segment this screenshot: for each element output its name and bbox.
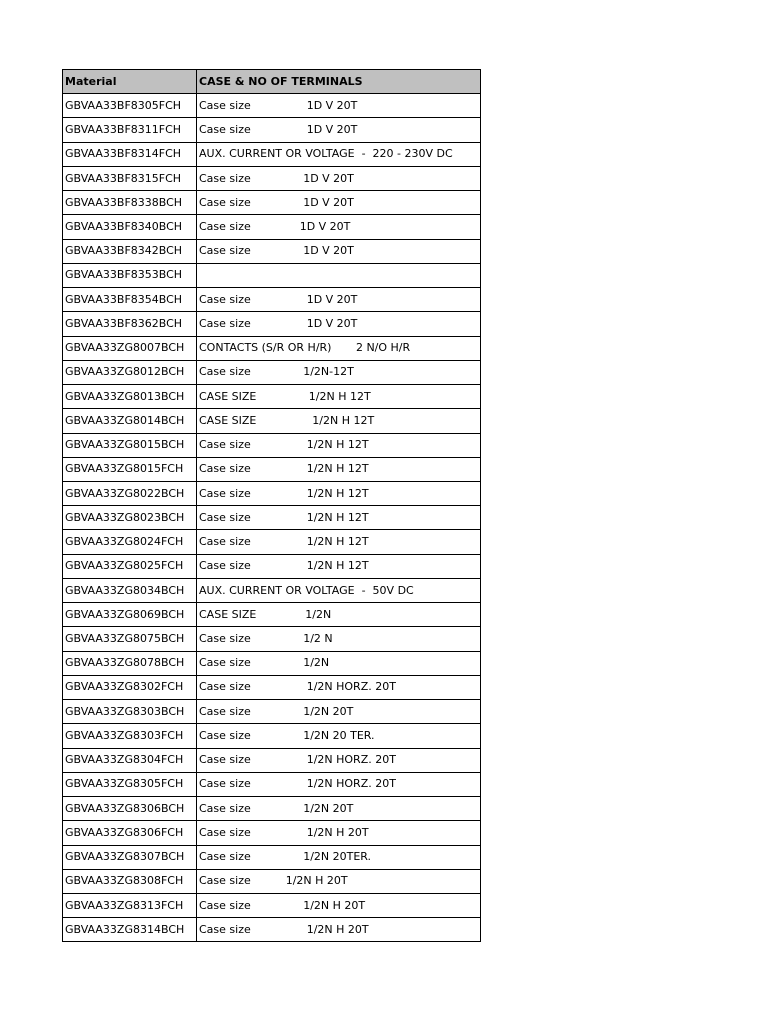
table-row bbox=[63, 578, 481, 602]
case-terminals-cell: CASE SIZE 1/2N bbox=[197, 603, 481, 627]
material-cell: GBVAA33ZG8015FCH bbox=[63, 457, 197, 481]
table-row bbox=[63, 433, 481, 457]
table-row bbox=[63, 312, 481, 336]
material-cell: GBVAA33BF8354BCH bbox=[63, 288, 197, 312]
material-cell: GBVAA33BF8314FCH bbox=[63, 142, 197, 166]
case-terminals-cell: Case size 1/2N H 12T bbox=[197, 554, 481, 578]
table-row bbox=[63, 724, 481, 748]
material-cell: GBVAA33BF8362BCH bbox=[63, 312, 197, 336]
table-row bbox=[63, 191, 481, 215]
case-terminals-cell: Case size 1/2N 20T bbox=[197, 797, 481, 821]
case-terminals-cell: Case size 1D V 20T bbox=[197, 288, 481, 312]
material-cell: GBVAA33ZG8306BCH bbox=[63, 797, 197, 821]
case-terminals-cell: Case size 1/2N HORZ. 20T bbox=[197, 748, 481, 772]
material-cell: GBVAA33ZG8022BCH bbox=[63, 481, 197, 505]
case-terminals-cell: Case size 1/2N-12T bbox=[197, 360, 481, 384]
case-terminals-cell: Case size 1D V 20T bbox=[197, 94, 481, 118]
table-row bbox=[63, 651, 481, 675]
material-cell: GBVAA33BF8342BCH bbox=[63, 239, 197, 263]
table-row bbox=[63, 772, 481, 796]
case-terminals-cell: Case size 1/2 N bbox=[197, 627, 481, 651]
header-row bbox=[63, 70, 481, 94]
case-terminals-cell: Case size 1/2N H 20T bbox=[197, 869, 481, 893]
material-cell: GBVAA33ZG8308FCH bbox=[63, 869, 197, 893]
case-terminals-cell: AUX. CURRENT OR VOLTAGE - 220 - 230V DC bbox=[197, 142, 481, 166]
material-cell: GBVAA33BF8311FCH bbox=[63, 118, 197, 142]
table-row bbox=[63, 554, 481, 578]
case-terminals-cell: Case size 1/2N 20 TER. bbox=[197, 724, 481, 748]
table-row bbox=[63, 627, 481, 651]
case-terminals-cell: Case size 1D V 20T bbox=[197, 312, 481, 336]
table-row bbox=[63, 166, 481, 190]
material-cell: GBVAA33ZG8307BCH bbox=[63, 845, 197, 869]
table-row bbox=[63, 481, 481, 505]
material-cell: GBVAA33ZG8078BCH bbox=[63, 651, 197, 675]
table-row bbox=[63, 845, 481, 869]
material-cell: GBVAA33ZG8303FCH bbox=[63, 724, 197, 748]
table-row bbox=[63, 893, 481, 917]
table-row bbox=[63, 336, 481, 360]
table-row bbox=[63, 288, 481, 312]
case-terminals-cell: Case size 1/2N H 20T bbox=[197, 893, 481, 917]
case-terminals-cell: Case size 1/2N H 20T bbox=[197, 821, 481, 845]
case-terminals-cell: Case size 1/2N H 12T bbox=[197, 481, 481, 505]
material-cell: GBVAA33ZG8025FCH bbox=[63, 554, 197, 578]
table-row bbox=[63, 869, 481, 893]
material-cell: GBVAA33BF8353BCH bbox=[63, 263, 197, 287]
material-cell: GBVAA33ZG8024FCH bbox=[63, 530, 197, 554]
material-cell: GBVAA33ZG8014BCH bbox=[63, 409, 197, 433]
column-header-case-terminals: CASE & NO OF TERMINALS bbox=[197, 70, 481, 94]
table-row bbox=[63, 94, 481, 118]
case-terminals-cell: Case size 1D V 20T bbox=[197, 166, 481, 190]
case-terminals-cell: Case size 1/2N 20TER. bbox=[197, 845, 481, 869]
table-row bbox=[63, 215, 481, 239]
table-row bbox=[63, 263, 481, 287]
table-row bbox=[63, 918, 481, 942]
case-terminals-cell: CONTACTS (S/R OR H/R) 2 N/O H/R bbox=[197, 336, 481, 360]
table-row bbox=[63, 530, 481, 554]
material-cell: GBVAA33ZG8075BCH bbox=[63, 627, 197, 651]
table-row bbox=[63, 409, 481, 433]
material-cell: GBVAA33ZG8015BCH bbox=[63, 433, 197, 457]
table-row bbox=[63, 385, 481, 409]
material-cell: GBVAA33ZG8305FCH bbox=[63, 772, 197, 796]
column-header-material: Material bbox=[63, 70, 197, 94]
case-terminals-cell: Case size 1D V 20T bbox=[197, 239, 481, 263]
material-cell: GBVAA33ZG8302FCH bbox=[63, 675, 197, 699]
table-row bbox=[63, 700, 481, 724]
case-terminals-cell: Case size 1/2N 20T bbox=[197, 700, 481, 724]
table-row bbox=[63, 675, 481, 699]
material-cell: GBVAA33BF8338BCH bbox=[63, 191, 197, 215]
case-terminals-cell: Case size 1/2N HORZ. 20T bbox=[197, 675, 481, 699]
table-row bbox=[63, 360, 481, 384]
case-terminals-cell: Case size 1/2N H 12T bbox=[197, 457, 481, 481]
table-row bbox=[63, 506, 481, 530]
case-terminals-cell: Case size 1/2N H 20T bbox=[197, 918, 481, 942]
material-cell: GBVAA33ZG8069BCH bbox=[63, 603, 197, 627]
material-cell: GBVAA33ZG8023BCH bbox=[63, 506, 197, 530]
table-row bbox=[63, 603, 481, 627]
materials-table bbox=[62, 69, 481, 942]
material-cell: GBVAA33ZG8303BCH bbox=[63, 700, 197, 724]
material-cell: GBVAA33ZG8313FCH bbox=[63, 893, 197, 917]
table-row bbox=[63, 821, 481, 845]
table-row bbox=[63, 748, 481, 772]
material-cell: GBVAA33BF8315FCH bbox=[63, 166, 197, 190]
table-row bbox=[63, 457, 481, 481]
table-row bbox=[63, 118, 481, 142]
material-cell: GBVAA33ZG8034BCH bbox=[63, 578, 197, 602]
table-body bbox=[63, 94, 481, 942]
case-terminals-cell: Case size 1/2N H 12T bbox=[197, 530, 481, 554]
table-row bbox=[63, 142, 481, 166]
table-row bbox=[63, 239, 481, 263]
material-cell: GBVAA33ZG8007BCH bbox=[63, 336, 197, 360]
table-row bbox=[63, 797, 481, 821]
case-terminals-cell: Case size 1D V 20T bbox=[197, 215, 481, 239]
material-cell: GBVAA33ZG8314BCH bbox=[63, 918, 197, 942]
case-terminals-cell: Case size 1/2N H 12T bbox=[197, 433, 481, 457]
case-terminals-cell: Case size 1D V 20T bbox=[197, 191, 481, 215]
case-terminals-cell: Case size 1/2N H 12T bbox=[197, 506, 481, 530]
material-cell: GBVAA33ZG8304FCH bbox=[63, 748, 197, 772]
material-cell: GBVAA33ZG8013BCH bbox=[63, 385, 197, 409]
case-terminals-cell: AUX. CURRENT OR VOLTAGE - 50V DC bbox=[197, 578, 481, 602]
case-terminals-cell: CASE SIZE 1/2N H 12T bbox=[197, 409, 481, 433]
material-cell: GBVAA33BF8340BCH bbox=[63, 215, 197, 239]
material-cell: GBVAA33ZG8306FCH bbox=[63, 821, 197, 845]
case-terminals-cell: CASE SIZE 1/2N H 12T bbox=[197, 385, 481, 409]
material-cell: GBVAA33ZG8012BCH bbox=[63, 360, 197, 384]
case-terminals-cell bbox=[197, 263, 481, 287]
case-terminals-cell: Case size 1/2N bbox=[197, 651, 481, 675]
case-terminals-cell: Case size 1/2N HORZ. 20T bbox=[197, 772, 481, 796]
case-terminals-cell: Case size 1D V 20T bbox=[197, 118, 481, 142]
material-cell: GBVAA33BF8305FCH bbox=[63, 94, 197, 118]
